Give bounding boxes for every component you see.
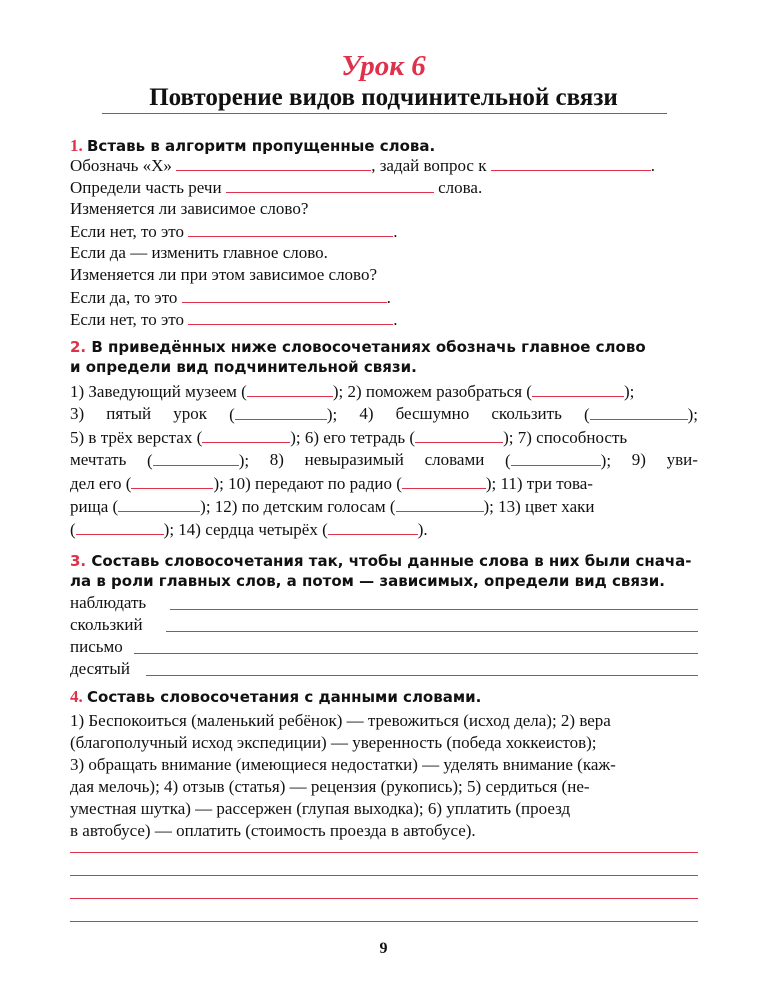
line-text: Составь словосочетания так, чтобы данные слова в них были снача- — [91, 552, 692, 570]
line-text: Определи часть речи — [70, 178, 222, 197]
line-text: ); 12) по детским голосам ( — [200, 497, 396, 516]
line-text: ( — [147, 451, 153, 470]
line-text: уместная шутка) — рассержен (глупая выходка); 6) уплатить (проезд — [70, 799, 571, 818]
blank-field[interactable] — [176, 155, 371, 171]
answer-line[interactable] — [70, 921, 698, 922]
line-text: Обозначь «Х» — [70, 156, 172, 175]
word: мечтать — [70, 450, 127, 469]
page-number: 9 — [379, 940, 388, 957]
task-instruction-line: ла в роли главных слов, а потом — зависимых, определи вид связи. — [70, 572, 665, 590]
bracket-group — [229, 404, 337, 425]
line-text: ); — [687, 405, 698, 424]
line-text: ); 10) передают по радио ( — [213, 474, 402, 493]
line-text: ); 11) три това- — [485, 474, 593, 493]
task-instruction-line: и определи вид подчинительной связи. — [70, 358, 417, 376]
answer-line[interactable] — [70, 852, 698, 853]
blank-field[interactable] — [202, 427, 290, 443]
answer-line[interactable] — [146, 675, 698, 676]
task3-word: десятый — [70, 659, 130, 678]
line-text: В приведённых ниже словосочетаниях обозначь главное слово — [91, 338, 646, 356]
line-text: ); 13) цвет хаки — [483, 497, 595, 516]
bracket-group — [147, 450, 249, 471]
blank-field[interactable] — [188, 309, 393, 325]
task-number: 3. — [70, 552, 87, 570]
answer-line[interactable] — [166, 631, 698, 632]
task3-word: скользкий — [70, 615, 143, 634]
line-text: . — [393, 310, 398, 329]
blank-field[interactable] — [247, 381, 333, 397]
task4-line: в автобусе) — оплатить (стоимость проезда в автобусе). — [70, 821, 476, 840]
task2-row — [70, 404, 698, 425]
line-text: слова. — [438, 178, 483, 197]
task4-line — [70, 777, 698, 797]
line-text: Если нет, то это — [70, 310, 185, 329]
line-text: ); — [326, 405, 338, 424]
line-text: 5) в трёх верстах ( — [70, 428, 203, 447]
task1-heading — [70, 136, 435, 156]
line-text: ); 7) способность — [503, 428, 628, 447]
line-text: ); — [623, 382, 635, 401]
task2-row — [70, 473, 698, 494]
answer-line[interactable] — [170, 609, 698, 610]
task-instruction: Вставь в алгоритм пропущенные слова. — [87, 137, 436, 155]
blank-field[interactable] — [76, 519, 164, 535]
task2-row — [70, 450, 698, 471]
line-text: ( — [583, 405, 590, 424]
blank-field[interactable] — [131, 473, 213, 489]
task1-line — [70, 309, 398, 330]
task1-line — [70, 177, 482, 198]
line-text: дая мелочь); 4) отзыв (статья) — рецензия (рукопись); 5) сердиться (не- — [70, 777, 590, 796]
task-number: 1. — [70, 136, 83, 155]
word: урок — [173, 404, 208, 423]
task1-line — [70, 221, 398, 242]
blank-field[interactable] — [532, 381, 624, 397]
task1-line: Изменяется ли при этом зависимое слово? — [70, 265, 378, 284]
row-text — [70, 427, 627, 448]
lesson-label: Урок 6 — [341, 50, 426, 82]
line-text: 3) обращать внимание (имеющиеся недостатки) — уделять внимание (каж- — [70, 755, 616, 774]
blank-field[interactable] — [511, 450, 601, 466]
line-text: . — [393, 222, 398, 241]
task1-line: Если да — изменить главное слово. — [70, 243, 328, 262]
blank-field[interactable] — [590, 404, 688, 420]
word: 8) — [269, 450, 284, 469]
task4-heading — [70, 687, 481, 707]
line-text: Если да, то это — [70, 288, 178, 307]
title-underline — [102, 113, 667, 114]
blank-field[interactable] — [396, 496, 484, 512]
task-number: 2. — [70, 338, 87, 356]
word: пятый — [106, 404, 152, 423]
answer-line[interactable] — [134, 653, 698, 654]
line-text: 1) Заведующий музеем ( — [70, 382, 247, 401]
word: 3) — [70, 404, 85, 423]
blank-field[interactable] — [328, 519, 418, 535]
line-text: Если нет, то это — [70, 222, 185, 241]
task4-line — [70, 711, 698, 731]
task1-line — [70, 155, 655, 176]
line-text: 1) Беспокоиться (маленький ребёнок) — тревожиться (исход дела); 2) вера — [70, 711, 611, 730]
answer-line[interactable] — [70, 875, 698, 876]
task3-heading — [70, 551, 698, 571]
row-text — [70, 496, 594, 517]
blank-field[interactable] — [226, 177, 434, 193]
blank-field[interactable] — [153, 450, 239, 466]
task-instruction: Составь словосочетания с данными словами. — [87, 688, 482, 706]
word: скользить — [491, 404, 562, 423]
task2-row — [70, 427, 698, 448]
task3-word: письмо — [70, 637, 123, 656]
task4-line — [70, 755, 698, 775]
task-instruction-line — [70, 551, 691, 571]
blank-field[interactable] — [118, 496, 200, 512]
answer-line[interactable] — [70, 898, 698, 899]
word: бесшумно — [395, 404, 470, 423]
task2-heading — [70, 337, 698, 357]
blank-field[interactable] — [188, 221, 393, 237]
task4-line — [70, 733, 698, 753]
task3-word: наблюдать — [70, 593, 147, 612]
page-title: Повторение видов подчинительной связи — [149, 84, 618, 111]
line-text: ( — [505, 451, 511, 470]
line-text: ); — [238, 451, 250, 470]
task1-line: Изменяется ли зависимое слово? — [70, 199, 309, 218]
line-text: ); — [600, 451, 612, 470]
blank-field[interactable] — [491, 155, 651, 171]
row-text — [70, 381, 634, 402]
task3-heading-line2 — [70, 571, 665, 591]
blank-field[interactable] — [182, 287, 387, 303]
task2-row — [70, 496, 698, 517]
line-text: дел его ( — [70, 474, 132, 493]
line-text: ). — [417, 520, 428, 539]
task2-row — [70, 381, 698, 402]
word: 9) — [631, 450, 646, 469]
line-text: . — [386, 288, 391, 307]
task-instruction-line — [70, 337, 646, 357]
line-text: ( — [229, 405, 235, 424]
task2-row — [70, 519, 428, 540]
line-text: . — [650, 156, 655, 175]
line-text: ); 14) сердца четырёх ( — [163, 520, 328, 539]
line-text: ); 2) поможем разобраться ( — [332, 382, 532, 401]
row-text — [70, 473, 593, 494]
word: 4) — [359, 404, 374, 423]
word: невыразимый — [304, 450, 404, 469]
task4-line — [70, 799, 698, 819]
blank-field[interactable] — [415, 427, 503, 443]
blank-field[interactable] — [235, 404, 327, 420]
task1-line — [70, 287, 391, 308]
line-text: рища ( — [70, 497, 119, 516]
word: уви- — [666, 450, 698, 469]
bracket-group — [505, 450, 611, 471]
blank-field[interactable] — [402, 473, 486, 489]
task-number: 4. — [70, 687, 83, 706]
line-text: (благополучный исход экспедиции) — уверенность (победа хоккеистов); — [70, 733, 597, 752]
line-text: ); 6) его тетрадь ( — [290, 428, 416, 447]
line-text: ( — [70, 520, 76, 539]
line-text: , задай вопрос к — [371, 156, 487, 175]
bracket-group — [584, 404, 698, 425]
task2-heading-line2 — [70, 357, 417, 377]
word: словами — [424, 450, 485, 469]
